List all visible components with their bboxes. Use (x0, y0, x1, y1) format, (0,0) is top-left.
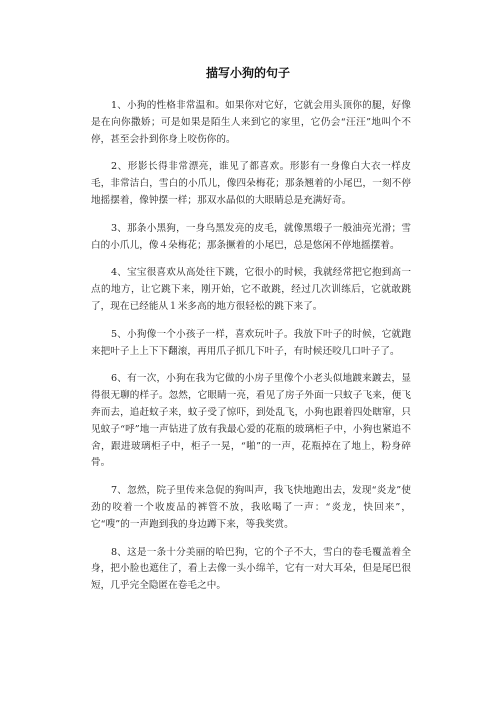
paragraph-4: 4、宝宝很喜欢从高处往下跳，它很小的时候，我就经常把它抱到高一点的地方，让它跳下来，刚开始，它不敢跳，经过几次训练后，它就敢跳了，现在已经能从１米多高的地方很轻松的跳下来了。 (91, 267, 411, 312)
document-body (91, 98, 411, 606)
paragraph-3: 3、那条小黑狗，一身乌黑发亮的皮毛，就像黑缎子一般油亮光滑；雪白的小爪儿，像４朵梅花；那条撅着的小尾巴，总是悠闲不停地摇摆着。 (91, 222, 411, 251)
paragraph-5: 5、小狗像一个小孩子一样，喜欢玩叶子。我放下叶子的时候，它就跑来把叶子上上下下翻滚，再用爪子抓几下叶子，有时候还咬几口叶子了。 (91, 328, 411, 357)
paragraph-8: 8、这是一条十分美丽的哈巴狗，它的个子不大，雪白的卷毛覆盖着全身，把小脸也遮住了，看上去像一头小绵羊，它有一对大耳朵，但是尾巴很短，几乎完全隐匿在卷毛之中。 (91, 546, 411, 592)
paragraph-6: 6、有一次，小狗在我为它做的小房子里像个小老头似地踱来踱去，显得很无聊的样子。忽然，它眼睛一亮，看见了房子外面一只蚊子飞来，便飞奔而去，追赶蚊子来，蚊子受了惊吓，到处乱飞，小狗也跟着四处瞎窜，只见蚊子“呼”地一声钻进了放有我最心爱的花瓶的玻璃柜子中，小狗也紧追不舍，跟进玻璃柜子中，柜子一晃，“啪”的一声，花瓶掉在了地上，粉身碎骨。 (91, 373, 411, 469)
document-title: 描写小狗的句子 (205, 66, 290, 80)
paragraph-7: 7、忽然，院子里传来急促的狗叫声，我飞快地跑出去，发现“炎龙”使劲的咬着一个收废品的裤管不放，我吆喝了一声：“炎龙，快回来”，它“嗖”的一声跑到我的身边蹲下来，等我奖赏。 (91, 485, 411, 530)
paragraph-2: 2、形影长得非常漂亮，谁见了都喜欢。形影有一身像白大衣一样皮毛，非常洁白，雪白的小爪儿，像四朵梅花；那条翘着的小尾巴，一刻不停地摇摆着，像钟摆一样；那双水晶似的大眼睛总是充满好奇。 (91, 161, 411, 206)
paragraph-1: 1、小狗的性格非常温和。如果你对它好，它就会用头顶你的腿，好像是在向你撒娇；可是如果是陌生人来到它的家里，它仍会“汪汪”地叫个不停，甚至会扑到你身上咬伤你的。 (91, 100, 411, 145)
